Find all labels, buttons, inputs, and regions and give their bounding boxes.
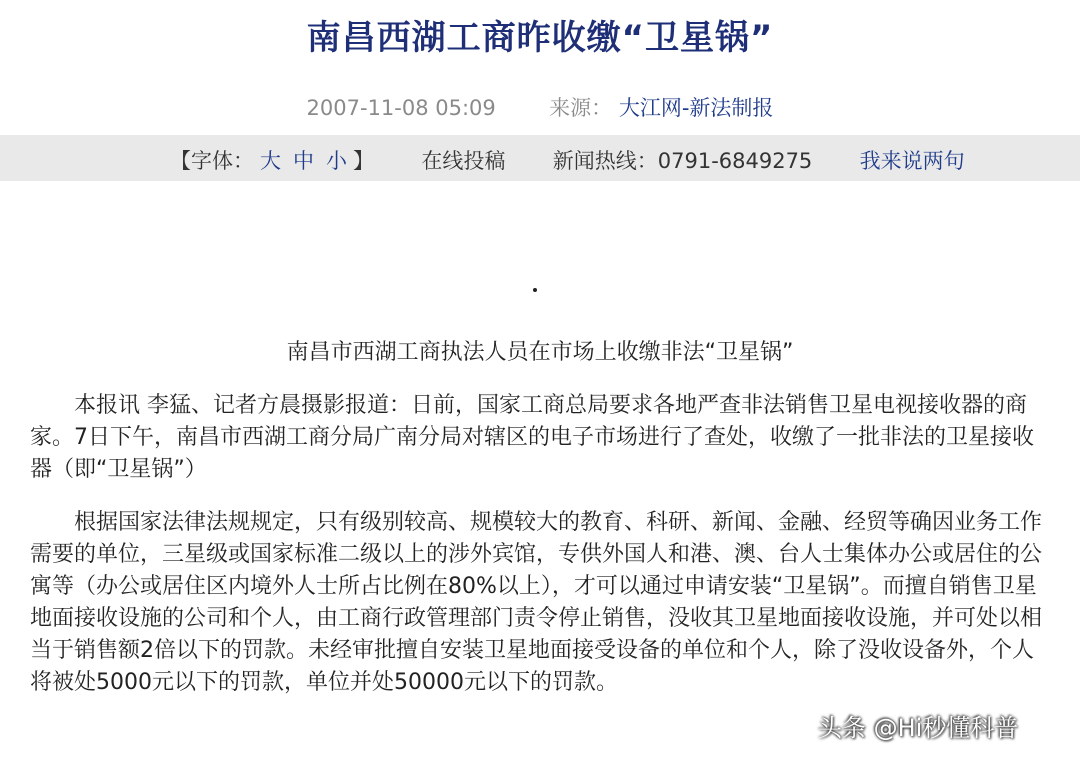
font-size-close: 】 bbox=[353, 149, 374, 173]
font-size-medium-link[interactable]: 中 bbox=[293, 149, 314, 173]
article-title: 南昌西湖工商昨收缴“卫星锅” bbox=[306, 18, 774, 58]
article-toolbar bbox=[0, 135, 1080, 181]
article-paragraph: 根据国家法律法规规定，只有级别较高、规模较大的教育、科研、新闻、金融、经贸等确因业务工作需要的单位，三星级或国家标准二级以上的涉外宾馆，专供外国人和港、澳、台人士集体办公或居住的公寓等（办公或居住区内境外人士所占比例在80%以上），才可以通过申请安装“卫星锅”。而擅自销售卫星地面接收设施的公司和个人，由工商行政管理部门责令停止销售，没收其卫星地面接收设施，并可处以相当于销售额2倍以下的罚款。未经审批擅自安装卫星地面接受设备的单位和个人，除了没收设备外，个人将被处5000元以下的罚款，单位并处50000元以下的罚款。 bbox=[30, 510, 1043, 695]
article-paragraph: 本报讯 李猛、记者方晨摄影报道：日前，国家工商总局要求各地严查非法销售卫星电视接收器的商家。7日下午，南昌市西湖工商分局广南分局对辖区的电子市场进行了查处，收缴了一批非法的卫星接收器（即“卫星锅”） bbox=[30, 393, 1035, 482]
publish-datetime: 2007-11-08 05:09 bbox=[306, 96, 496, 120]
source-link[interactable]: 大江网-新法制报 bbox=[618, 96, 774, 120]
comment-link[interactable]: 我来说两句 bbox=[859, 149, 965, 173]
font-size-large-link[interactable]: 大 bbox=[260, 149, 281, 173]
font-size-small-link[interactable]: 小 bbox=[326, 149, 347, 173]
image-placeholder-dot bbox=[533, 288, 537, 292]
font-size-label: 【字体： bbox=[170, 149, 254, 173]
watermark: 头条 @Hi秒懂科普 bbox=[818, 714, 1019, 742]
image-caption: 南昌市西湖工商执法人员在市场上收缴非法“卫星锅” bbox=[286, 340, 794, 365]
article-meta bbox=[0, 92, 1080, 122]
source-label: 来源： bbox=[549, 96, 613, 120]
news-hotline: 新闻热线：0791-6849275 bbox=[552, 149, 813, 173]
submit-article-link[interactable]: 在线投稿 bbox=[421, 149, 506, 173]
article-body bbox=[30, 390, 1050, 720]
